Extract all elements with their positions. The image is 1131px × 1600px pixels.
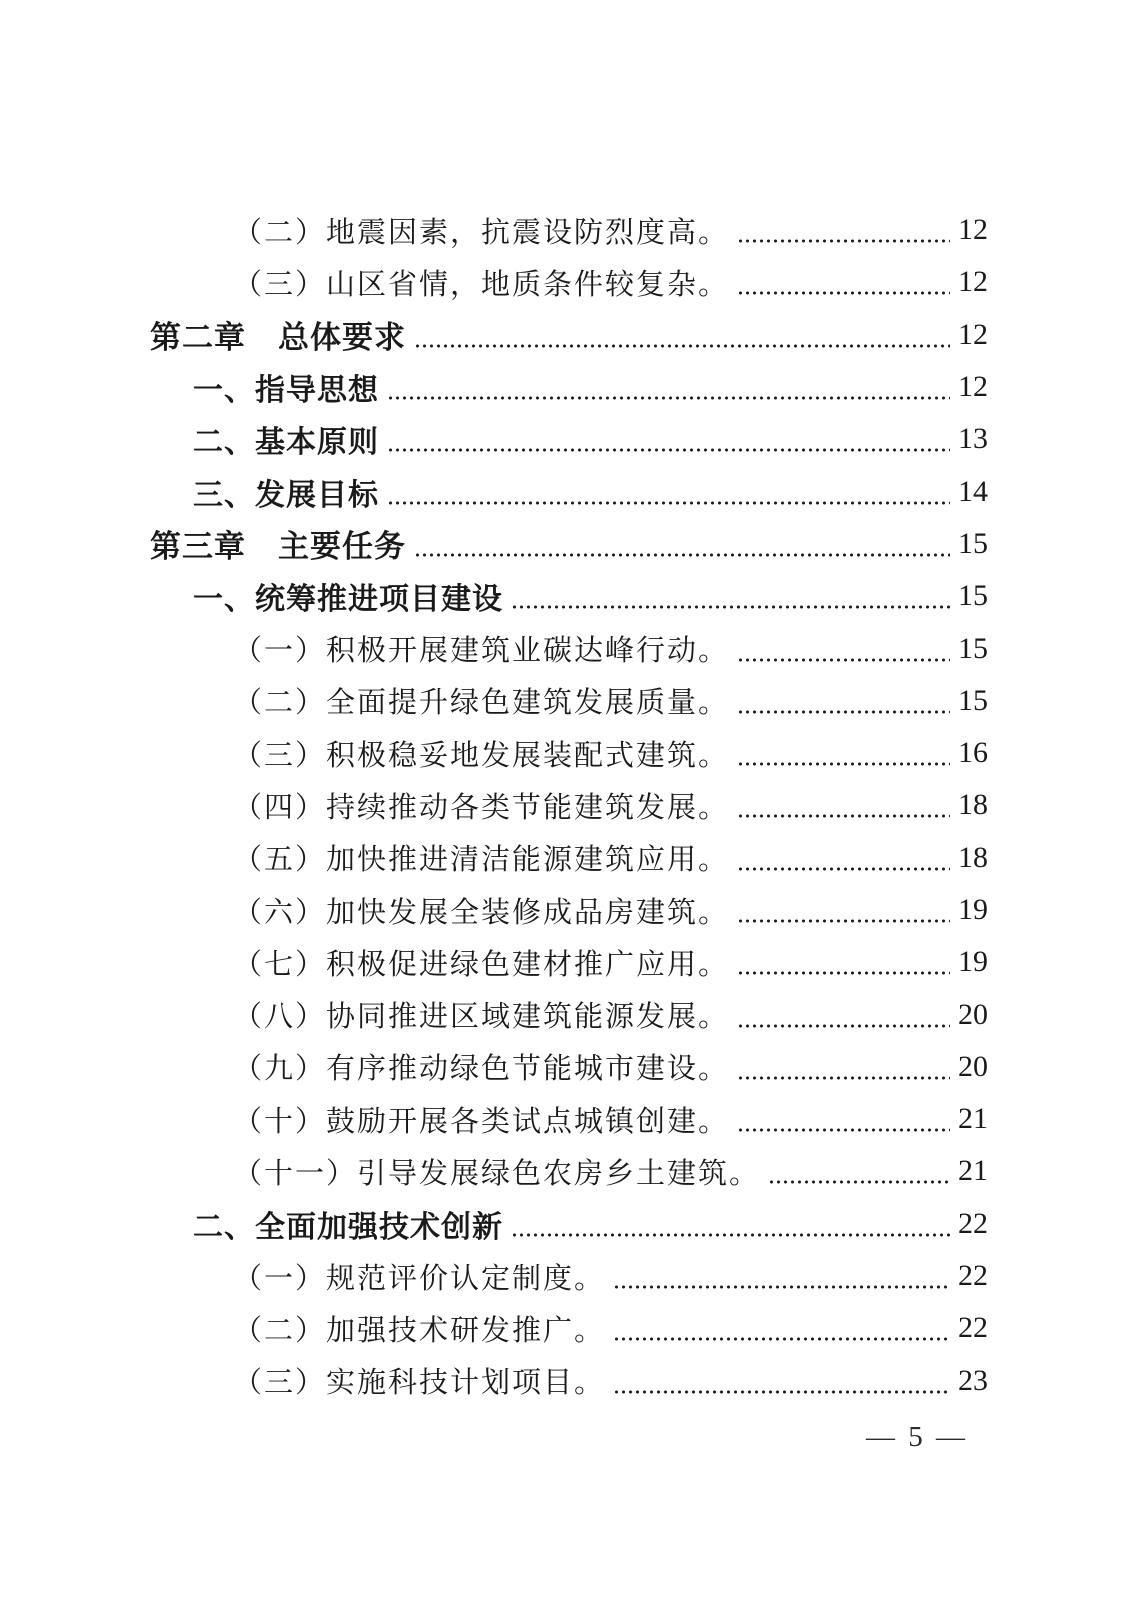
dot-leader [737, 971, 950, 975]
toc-entry-label: （十一）引导发展绿色农房乡土建筑。 [233, 1155, 761, 1190]
toc-entry-page: 22 [958, 1311, 988, 1345]
toc-entry-page: 15 [958, 526, 988, 560]
toc-entry [150, 779, 988, 831]
toc-entry-page: 20 [958, 1049, 988, 1083]
toc-entry-page: 15 [958, 683, 988, 717]
dot-leader [387, 396, 950, 400]
toc-entry-label: 第二章 总体要求 [150, 320, 406, 357]
dot-leader [737, 658, 950, 662]
toc-entry-page: 21 [958, 1102, 988, 1136]
toc-entry-label: （一）积极开展建筑业碳达峰行动。 [233, 633, 730, 668]
toc-entry-page: 18 [958, 840, 988, 874]
toc-entry-page: 12 [958, 370, 988, 404]
toc-entry-page: 12 [958, 265, 988, 299]
page-number-footer: — 5 — [866, 1421, 968, 1453]
dot-leader [387, 448, 950, 452]
dot-leader [613, 1390, 950, 1394]
toc-entry-label: （一）规范评价认定制度。 [233, 1260, 606, 1295]
toc-entry-page: 23 [958, 1363, 988, 1397]
toc-entry-page: 13 [958, 422, 988, 456]
dot-leader [737, 1076, 950, 1080]
toc-entry [150, 1302, 988, 1354]
toc-entry [150, 1145, 988, 1197]
toc-entry-label: 二、全面加强技术创新 [193, 1209, 503, 1245]
toc-entry-label: （七）积极促进绿色建材推广应用。 [233, 946, 730, 981]
toc-entry-label: （六）加快发展全装修成品房建筑。 [233, 894, 730, 929]
toc-entry [150, 465, 988, 517]
dot-leader [613, 1285, 950, 1289]
toc-entry-label: （十）鼓励开展各类试点城镇创建。 [233, 1103, 730, 1138]
dot-leader [737, 814, 950, 818]
toc-entry-page: 12 [958, 317, 988, 351]
toc-entry-page: 22 [958, 1206, 988, 1240]
dot-leader [737, 1128, 950, 1132]
dot-leader [737, 762, 950, 766]
toc-entry-label: （二）加强技术研发推广。 [233, 1312, 606, 1347]
dot-leader [511, 1233, 950, 1237]
dot-leader [414, 553, 950, 557]
toc-entry [150, 1250, 988, 1302]
toc-entry [150, 727, 988, 779]
toc-entry [150, 309, 988, 361]
toc-entry-label: （三）实施科技计划项目。 [233, 1365, 606, 1400]
toc-entry [150, 204, 988, 256]
dot-leader [387, 501, 950, 505]
dot-leader [737, 1024, 950, 1028]
toc-entry [150, 1355, 988, 1407]
toc-entry-label: （八）协同推进区域建筑能源发展。 [233, 999, 730, 1034]
toc-entry [150, 988, 988, 1040]
toc-entry [150, 1093, 988, 1145]
toc-entry-label: 一、指导思想 [193, 373, 379, 409]
dot-leader [414, 344, 950, 348]
dot-leader [737, 919, 950, 923]
toc-entry-page: 15 [958, 579, 988, 613]
toc-entry-label: （二）全面提升绿色建筑发展质量。 [233, 685, 730, 720]
toc-entry-label: 一、统筹推进项目建设 [193, 582, 503, 618]
toc-entry-label: 第三章 主要任务 [150, 529, 406, 566]
toc-entry [150, 361, 988, 413]
toc-entry-label: （四）持续推动各类节能建筑发展。 [233, 789, 730, 824]
toc-entry-label: （九）有序推动绿色节能城市建设。 [233, 1051, 730, 1086]
toc-entry-label: 二、基本原则 [193, 425, 379, 461]
dot-leader [737, 710, 950, 714]
toc-entry [150, 832, 988, 884]
dot-leader [613, 1337, 950, 1341]
toc-entry-page: 22 [958, 1259, 988, 1293]
toc-entry-page: 15 [958, 631, 988, 665]
toc-entry [150, 936, 988, 988]
toc-entry-label: （二）地震因素，抗震设防烈度高。 [233, 214, 730, 249]
toc-entry [150, 675, 988, 727]
dot-leader [737, 239, 950, 243]
toc-entry-page: 20 [958, 997, 988, 1031]
dot-leader [511, 605, 950, 609]
dot-leader [768, 1180, 950, 1184]
toc-entry [150, 570, 988, 622]
toc-entry-page: 12 [958, 213, 988, 247]
toc-entry [150, 256, 988, 308]
toc-entry-page: 19 [958, 945, 988, 979]
toc-entry-page: 16 [958, 736, 988, 770]
toc-entry-page: 19 [958, 893, 988, 926]
toc-entry [150, 622, 988, 674]
toc-entry-label: 三、发展目标 [193, 477, 379, 513]
toc-entry [150, 1041, 988, 1093]
toc-entry [150, 518, 988, 570]
dot-leader [737, 291, 950, 295]
toc-entry [150, 413, 988, 465]
toc-entry [150, 1198, 988, 1250]
toc-entry [150, 884, 988, 936]
toc-entry-page: 21 [958, 1154, 988, 1188]
toc-entry-label: （三）积极稳妥地发展装配式建筑。 [233, 737, 730, 772]
toc-entry-page: 18 [958, 788, 988, 822]
dot-leader [737, 867, 950, 871]
toc-entry-label: （五）加快推进清洁能源建筑应用。 [233, 842, 730, 877]
toc-entry-page: 14 [958, 474, 988, 508]
toc-list [150, 204, 988, 1407]
toc-entry-label: （三）山区省情，地质条件较复杂。 [233, 266, 730, 301]
